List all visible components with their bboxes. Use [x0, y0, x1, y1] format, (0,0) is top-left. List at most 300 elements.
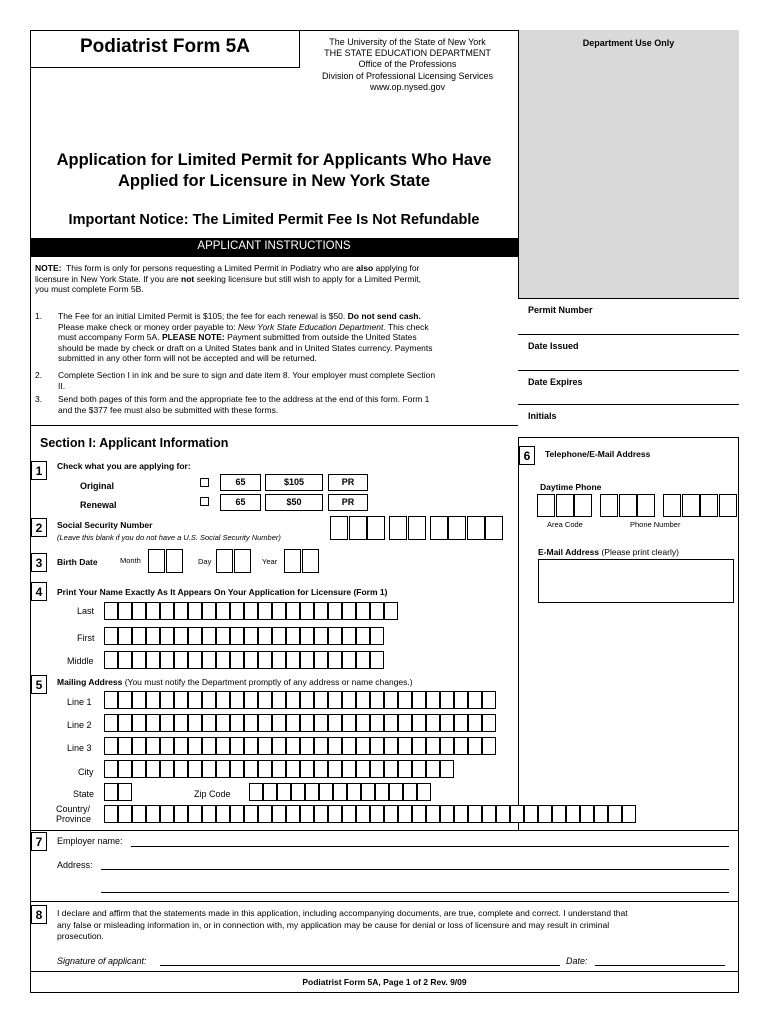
char-box[interactable]	[230, 760, 244, 778]
char-box[interactable]	[291, 783, 305, 801]
char-box[interactable]	[482, 805, 496, 823]
char-box[interactable]	[146, 760, 160, 778]
char-box[interactable]	[426, 714, 440, 732]
char-box[interactable]	[375, 783, 389, 801]
char-box[interactable]	[403, 783, 417, 801]
char-box[interactable]	[272, 714, 286, 732]
char-box[interactable]	[370, 602, 384, 620]
char-box[interactable]	[258, 691, 272, 709]
char-box[interactable]	[342, 602, 356, 620]
digit-box[interactable]	[330, 516, 348, 540]
char-box[interactable]	[454, 737, 468, 755]
zip-input[interactable]	[249, 783, 431, 801]
char-box[interactable]	[258, 627, 272, 645]
char-box[interactable]	[426, 691, 440, 709]
char-box[interactable]	[286, 760, 300, 778]
char-box[interactable]	[356, 714, 370, 732]
digit-box[interactable]	[619, 494, 637, 517]
char-box[interactable]	[286, 627, 300, 645]
char-box[interactable]	[244, 691, 258, 709]
middle-name-input[interactable]	[104, 651, 384, 669]
char-box[interactable]	[384, 602, 398, 620]
char-box[interactable]	[440, 760, 454, 778]
char-box[interactable]	[398, 760, 412, 778]
type-code: PR	[328, 474, 368, 491]
digit-box[interactable]	[485, 516, 503, 540]
char-box[interactable]	[104, 783, 118, 801]
char-box[interactable]	[146, 714, 160, 732]
char-box[interactable]	[370, 737, 384, 755]
item-number: 7	[31, 832, 47, 851]
char-box[interactable]	[426, 805, 440, 823]
char-box[interactable]	[146, 627, 160, 645]
char-box[interactable]	[230, 627, 244, 645]
country-input[interactable]	[104, 805, 636, 823]
char-box[interactable]	[286, 691, 300, 709]
digit-box[interactable]	[700, 494, 718, 517]
char-box[interactable]	[146, 691, 160, 709]
char-box[interactable]	[314, 737, 328, 755]
char-box[interactable]	[384, 805, 398, 823]
char-box[interactable]	[417, 783, 431, 801]
char-box[interactable]	[552, 805, 566, 823]
char-box[interactable]	[160, 805, 174, 823]
char-box[interactable]	[188, 760, 202, 778]
char-box[interactable]	[272, 691, 286, 709]
digit-box[interactable]	[389, 516, 407, 540]
char-box[interactable]	[258, 760, 272, 778]
digit-box[interactable]	[663, 494, 681, 517]
instruction-text: Send both pages of this form and the appropriate fee to the address at the end of this form. Form 1	[58, 394, 430, 404]
char-box[interactable]	[328, 714, 342, 732]
char-box[interactable]	[202, 760, 216, 778]
char-box[interactable]	[118, 627, 132, 645]
declaration-text	[57, 908, 737, 943]
char-box[interactable]	[244, 651, 258, 669]
char-box[interactable]	[272, 602, 286, 620]
char-box[interactable]	[370, 627, 384, 645]
char-box[interactable]	[244, 737, 258, 755]
char-box[interactable]	[174, 602, 188, 620]
char-box[interactable]	[510, 805, 524, 823]
char-box[interactable]	[454, 691, 468, 709]
char-box[interactable]	[328, 627, 342, 645]
char-box[interactable]	[202, 805, 216, 823]
char-box[interactable]	[174, 714, 188, 732]
char-box[interactable]	[356, 737, 370, 755]
char-box[interactable]	[398, 691, 412, 709]
ssn-input-area[interactable]	[330, 516, 504, 540]
char-box[interactable]	[230, 714, 244, 732]
char-box[interactable]	[174, 737, 188, 755]
char-box[interactable]	[216, 714, 230, 732]
char-box[interactable]	[384, 691, 398, 709]
char-box[interactable]	[258, 805, 272, 823]
char-box[interactable]	[356, 627, 370, 645]
char-box[interactable]	[202, 714, 216, 732]
char-box[interactable]	[300, 760, 314, 778]
char-box[interactable]	[132, 805, 146, 823]
char-box[interactable]	[370, 805, 384, 823]
divider	[30, 830, 739, 831]
char-box[interactable]	[342, 714, 356, 732]
char-box[interactable]	[174, 691, 188, 709]
char-box[interactable]	[328, 691, 342, 709]
char-box[interactable]	[258, 714, 272, 732]
char-box[interactable]	[104, 714, 118, 732]
char-box[interactable]	[118, 805, 132, 823]
char-box[interactable]	[356, 651, 370, 669]
email-input[interactable]	[538, 559, 734, 603]
middle-name-label: Middle	[67, 656, 94, 666]
digit-box[interactable]	[284, 549, 301, 573]
char-box[interactable]	[342, 737, 356, 755]
char-box[interactable]	[454, 714, 468, 732]
instruction-1	[35, 311, 515, 364]
char-box[interactable]	[188, 714, 202, 732]
char-box[interactable]	[328, 651, 342, 669]
char-box[interactable]	[202, 737, 216, 755]
char-box[interactable]	[342, 651, 356, 669]
char-box[interactable]	[314, 602, 328, 620]
char-box[interactable]	[356, 691, 370, 709]
char-box[interactable]	[244, 627, 258, 645]
char-box[interactable]	[118, 783, 132, 801]
digit-box[interactable]	[637, 494, 655, 517]
address-line1-input[interactable]	[104, 691, 496, 709]
month-input[interactable]	[148, 549, 183, 573]
digit-box[interactable]	[682, 494, 700, 517]
char-box[interactable]	[160, 651, 174, 669]
char-box[interactable]	[188, 627, 202, 645]
char-box[interactable]	[272, 627, 286, 645]
char-box[interactable]	[398, 805, 412, 823]
char-box[interactable]	[538, 805, 552, 823]
char-box[interactable]	[118, 691, 132, 709]
daytime-phone-label: Daytime Phone	[540, 482, 602, 492]
char-box[interactable]	[244, 714, 258, 732]
digit-box[interactable]	[216, 549, 233, 573]
char-box[interactable]	[272, 760, 286, 778]
char-box[interactable]	[286, 651, 300, 669]
char-box[interactable]	[370, 651, 384, 669]
char-box[interactable]	[319, 783, 333, 801]
char-box[interactable]	[216, 760, 230, 778]
agency-website: www.op.nysed.gov	[369, 81, 446, 92]
char-box[interactable]	[342, 691, 356, 709]
char-box[interactable]	[202, 651, 216, 669]
main-title-line: Applied for Licensure in New York State	[117, 172, 431, 190]
last-name-input[interactable]	[104, 602, 398, 620]
char-box[interactable]	[412, 691, 426, 709]
char-box[interactable]	[328, 737, 342, 755]
char-box[interactable]	[104, 602, 118, 620]
char-box[interactable]	[160, 691, 174, 709]
char-box[interactable]	[440, 737, 454, 755]
char-box[interactable]	[216, 651, 230, 669]
char-box[interactable]	[132, 651, 146, 669]
char-box[interactable]	[249, 783, 263, 801]
year-input[interactable]	[284, 549, 319, 573]
char-box[interactable]	[188, 691, 202, 709]
char-box[interactable]	[132, 691, 146, 709]
char-box[interactable]	[132, 737, 146, 755]
digit-box[interactable]	[430, 516, 448, 540]
char-box[interactable]	[333, 783, 347, 801]
char-box[interactable]	[263, 783, 277, 801]
char-box[interactable]	[314, 627, 328, 645]
first-name-input[interactable]	[104, 627, 384, 645]
char-box[interactable]	[188, 737, 202, 755]
char-box[interactable]	[160, 627, 174, 645]
char-box[interactable]	[314, 651, 328, 669]
char-box[interactable]	[104, 651, 118, 669]
date-input[interactable]	[595, 965, 725, 966]
char-box[interactable]	[174, 760, 188, 778]
char-box[interactable]	[622, 805, 636, 823]
char-box[interactable]	[258, 737, 272, 755]
renewal-checkbox[interactable]	[200, 497, 209, 506]
char-box[interactable]	[426, 760, 440, 778]
char-box[interactable]	[286, 602, 300, 620]
char-box[interactable]	[412, 714, 426, 732]
char-box[interactable]	[426, 737, 440, 755]
char-box[interactable]	[440, 714, 454, 732]
digit-box[interactable]	[408, 516, 426, 540]
char-box[interactable]	[482, 691, 496, 709]
char-box[interactable]	[146, 651, 160, 669]
char-box[interactable]	[272, 805, 286, 823]
digit-box[interactable]	[574, 494, 592, 517]
char-box[interactable]	[216, 737, 230, 755]
char-box[interactable]	[300, 691, 314, 709]
char-box[interactable]	[216, 805, 230, 823]
char-box[interactable]	[440, 805, 454, 823]
note-text-3: you must complete Form 5B.	[35, 284, 144, 294]
char-box[interactable]	[160, 737, 174, 755]
initials-row	[518, 405, 739, 437]
char-box[interactable]	[118, 602, 132, 620]
char-box[interactable]	[300, 714, 314, 732]
instruction-text: submitted in any other form will not be accepted and will be returned.	[58, 353, 317, 363]
char-box[interactable]	[188, 651, 202, 669]
char-box[interactable]	[412, 805, 426, 823]
char-box[interactable]	[202, 602, 216, 620]
char-box[interactable]	[342, 805, 356, 823]
char-box[interactable]	[314, 691, 328, 709]
address-line3-input[interactable]	[104, 737, 496, 755]
state-input[interactable]	[104, 783, 132, 801]
city-label: City	[78, 767, 94, 777]
char-box[interactable]	[580, 805, 594, 823]
declaration-line: prosecution.	[57, 931, 104, 941]
char-box[interactable]	[118, 651, 132, 669]
char-box[interactable]	[384, 714, 398, 732]
char-box[interactable]	[174, 627, 188, 645]
char-box[interactable]	[482, 737, 496, 755]
char-box[interactable]	[244, 602, 258, 620]
digit-box[interactable]	[148, 549, 165, 573]
char-box[interactable]	[230, 651, 244, 669]
char-box[interactable]	[398, 737, 412, 755]
char-box[interactable]	[146, 737, 160, 755]
char-box[interactable]	[174, 805, 188, 823]
char-box[interactable]	[230, 737, 244, 755]
char-box[interactable]	[146, 602, 160, 620]
char-box[interactable]	[496, 805, 510, 823]
char-box[interactable]	[244, 760, 258, 778]
char-box[interactable]	[132, 714, 146, 732]
signature-label: Signature of applicant:	[57, 956, 147, 966]
char-box[interactable]	[230, 805, 244, 823]
char-box[interactable]	[104, 691, 118, 709]
city-input[interactable]	[104, 760, 454, 778]
form-title: Podiatrist Form 5A	[80, 36, 250, 57]
char-box[interactable]	[356, 602, 370, 620]
char-box[interactable]	[258, 602, 272, 620]
char-box[interactable]	[594, 805, 608, 823]
digit-box[interactable]	[719, 494, 737, 517]
country-label-1: Country/	[56, 804, 91, 814]
instruction-text: Please make check or money order payable to:	[58, 321, 236, 332]
digit-box[interactable]	[467, 516, 485, 540]
char-box[interactable]	[146, 805, 160, 823]
char-box[interactable]	[104, 805, 118, 823]
line1-label: Line 1	[67, 697, 92, 707]
digit-box[interactable]	[600, 494, 618, 517]
char-box[interactable]	[272, 651, 286, 669]
char-box[interactable]	[216, 627, 230, 645]
char-box[interactable]	[258, 651, 272, 669]
char-box[interactable]	[468, 691, 482, 709]
char-box[interactable]	[188, 602, 202, 620]
char-box[interactable]	[314, 714, 328, 732]
char-box[interactable]	[300, 627, 314, 645]
char-box[interactable]	[608, 805, 622, 823]
divider	[30, 971, 739, 972]
char-box[interactable]	[370, 760, 384, 778]
char-box[interactable]	[361, 783, 375, 801]
char-box[interactable]	[412, 737, 426, 755]
country-label	[56, 804, 91, 824]
char-box[interactable]	[468, 737, 482, 755]
char-box[interactable]	[132, 760, 146, 778]
char-box[interactable]	[370, 714, 384, 732]
original-checkbox[interactable]	[200, 478, 209, 487]
char-box[interactable]	[202, 691, 216, 709]
char-box[interactable]	[300, 602, 314, 620]
char-box[interactable]	[356, 805, 370, 823]
char-box[interactable]	[216, 691, 230, 709]
employer-name-input[interactable]	[131, 846, 729, 847]
digit-box[interactable]	[448, 516, 466, 540]
state-label: State	[73, 789, 95, 799]
char-box[interactable]	[347, 783, 361, 801]
char-box[interactable]	[566, 805, 580, 823]
char-box[interactable]	[440, 691, 454, 709]
char-box[interactable]	[342, 760, 356, 778]
instruction-text: should be made by check or draft on a United States bank and in United States currency. Payments	[58, 342, 433, 353]
digit-box[interactable]	[302, 549, 319, 573]
day-input[interactable]	[216, 549, 251, 573]
char-box[interactable]	[160, 602, 174, 620]
type-code: PR	[328, 494, 368, 511]
char-box[interactable]	[272, 737, 286, 755]
signature-input[interactable]	[160, 965, 560, 966]
char-box[interactable]	[104, 737, 118, 755]
char-box[interactable]	[356, 760, 370, 778]
char-box[interactable]	[384, 760, 398, 778]
digit-box[interactable]	[349, 516, 367, 540]
char-box[interactable]	[160, 760, 174, 778]
instruction-text: This check	[387, 321, 429, 332]
char-box[interactable]	[412, 760, 426, 778]
char-box[interactable]	[482, 714, 496, 732]
char-box[interactable]	[160, 714, 174, 732]
char-box[interactable]	[174, 651, 188, 669]
zip-label: Zip Code	[194, 789, 231, 799]
char-box[interactable]	[342, 627, 356, 645]
declaration-line: any false or misleading information in, or in connection with, my application may be cause for denial or loss of licensure and may result in criminal	[57, 919, 610, 930]
char-box[interactable]	[314, 805, 328, 823]
employer-address-input[interactable]	[101, 869, 729, 870]
char-box[interactable]	[230, 691, 244, 709]
char-box[interactable]	[277, 783, 291, 801]
char-box[interactable]	[104, 760, 118, 778]
char-box[interactable]	[230, 602, 244, 620]
char-box[interactable]	[118, 714, 132, 732]
char-box[interactable]	[328, 760, 342, 778]
char-box[interactable]	[216, 602, 230, 620]
char-box[interactable]	[286, 805, 300, 823]
digit-box[interactable]	[556, 494, 574, 517]
char-box[interactable]	[132, 627, 146, 645]
address-line2-input[interactable]	[104, 714, 496, 732]
char-box[interactable]	[300, 651, 314, 669]
char-box[interactable]	[286, 714, 300, 732]
char-box[interactable]	[118, 760, 132, 778]
char-box[interactable]	[132, 602, 146, 620]
char-box[interactable]	[300, 737, 314, 755]
char-box[interactable]	[286, 737, 300, 755]
char-box[interactable]	[468, 714, 482, 732]
digit-box[interactable]	[166, 549, 183, 573]
char-box[interactable]	[118, 737, 132, 755]
digit-box[interactable]	[367, 516, 385, 540]
char-box[interactable]	[244, 805, 258, 823]
char-box[interactable]	[468, 805, 482, 823]
instruction-text: The Fee for an initial Limited Permit is $105; the fee for each renewal is $50.	[58, 311, 346, 321]
char-box[interactable]	[398, 714, 412, 732]
char-box[interactable]	[202, 627, 216, 645]
employer-address-input-2[interactable]	[101, 892, 729, 893]
char-box[interactable]	[300, 805, 314, 823]
char-box[interactable]	[305, 783, 319, 801]
char-box[interactable]	[524, 805, 538, 823]
char-box[interactable]	[370, 691, 384, 709]
digit-box[interactable]	[537, 494, 555, 517]
phone-input[interactable]	[537, 494, 737, 517]
char-box[interactable]	[104, 627, 118, 645]
char-box[interactable]	[328, 602, 342, 620]
digit-box[interactable]	[234, 549, 251, 573]
char-box[interactable]	[384, 737, 398, 755]
char-box[interactable]	[328, 805, 342, 823]
char-box[interactable]	[188, 805, 202, 823]
char-box[interactable]	[454, 805, 468, 823]
char-box[interactable]	[314, 760, 328, 778]
char-box[interactable]	[389, 783, 403, 801]
